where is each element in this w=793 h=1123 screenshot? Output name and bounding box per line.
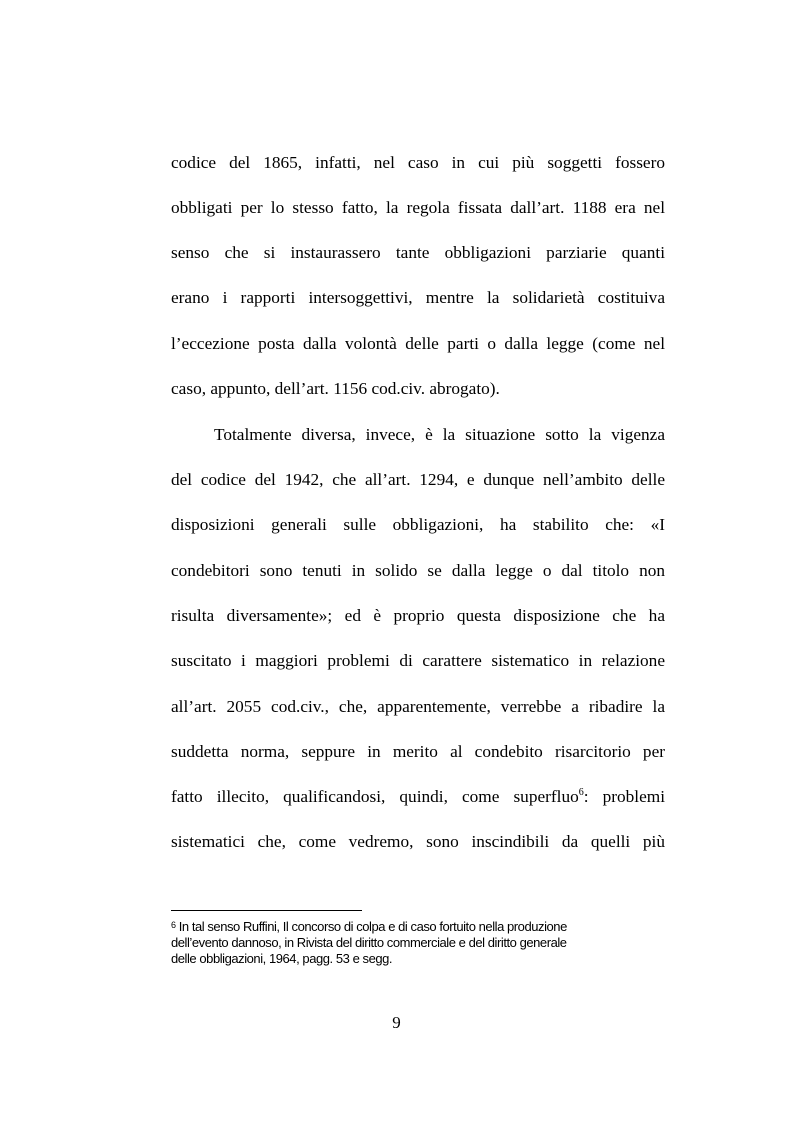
body-text-line-with-footnote-ref	[171, 786, 665, 811]
body-text-line: sistematici che, come vedremo, sono inscindibili da quelli più	[171, 832, 665, 851]
footnote-line: delle obbligazioni, 1964, pagg. 53 e segg.	[171, 951, 393, 966]
body-text-line: condebitori sono tenuti in solido se dalla legge o dal titolo non	[171, 561, 665, 580]
body-text-line: codice del 1865, infatti, nel caso in cui più soggetti fossero	[171, 153, 665, 172]
body-text-line: obbligati per lo stesso fatto, la regola fissata dall’art. 1188 era nel	[171, 198, 665, 217]
footnote-text: In tal senso Ruffini, Il concorso di colpa e di caso fortuito nella produzione	[175, 919, 567, 934]
footnote-line	[171, 919, 665, 936]
body-text-line: disposizioni generali sulle obbligazioni, ha stabilito che: «I	[171, 515, 665, 534]
footnote-separator	[171, 910, 362, 911]
body-text-line: senso che si instaurassero tante obbligazioni parziarie quanti	[171, 243, 665, 262]
body-text-segment: fatto illecito, qualificandosi, quindi, come superfluo	[171, 787, 579, 806]
body-text-segment: : problemi	[583, 787, 665, 806]
body-text-line: del codice del 1942, che all’art. 1294, e dunque nell’ambito delle	[171, 470, 665, 489]
body-text-line: caso, appunto, dell’art. 1156 cod.civ. abrogato).	[171, 379, 500, 398]
body-text-line: erano i rapporti intersoggettivi, mentre la solidarietà costituiva	[171, 288, 665, 307]
footnote-marker: 6	[171, 920, 176, 930]
body-text-line: risulta diversamente»; ed è proprio questa disposizione che ha	[171, 606, 665, 625]
footnote-reference[interactable]: 6	[578, 787, 584, 798]
body-text-line: suddetta norma, seppure in merito al condebito risarcitorio per	[171, 742, 665, 761]
footnote-line: dell’evento dannoso, in Rivista del diritto commerciale e del diritto generale	[171, 935, 567, 950]
body-text-line: suscitato i maggiori problemi di carattere sistematico in relazione	[171, 651, 665, 670]
page-number: 9	[392, 1013, 401, 1032]
body-text-line: Totalmente diversa, invece, è la situazione sotto la vigenza	[214, 425, 665, 444]
body-text-line: l’eccezione posta dalla volontà delle parti o dalla legge (come nel	[171, 334, 665, 353]
body-text-line: all’art. 2055 cod.civ., che, apparentemente, verrebbe a ribadire la	[171, 697, 665, 716]
